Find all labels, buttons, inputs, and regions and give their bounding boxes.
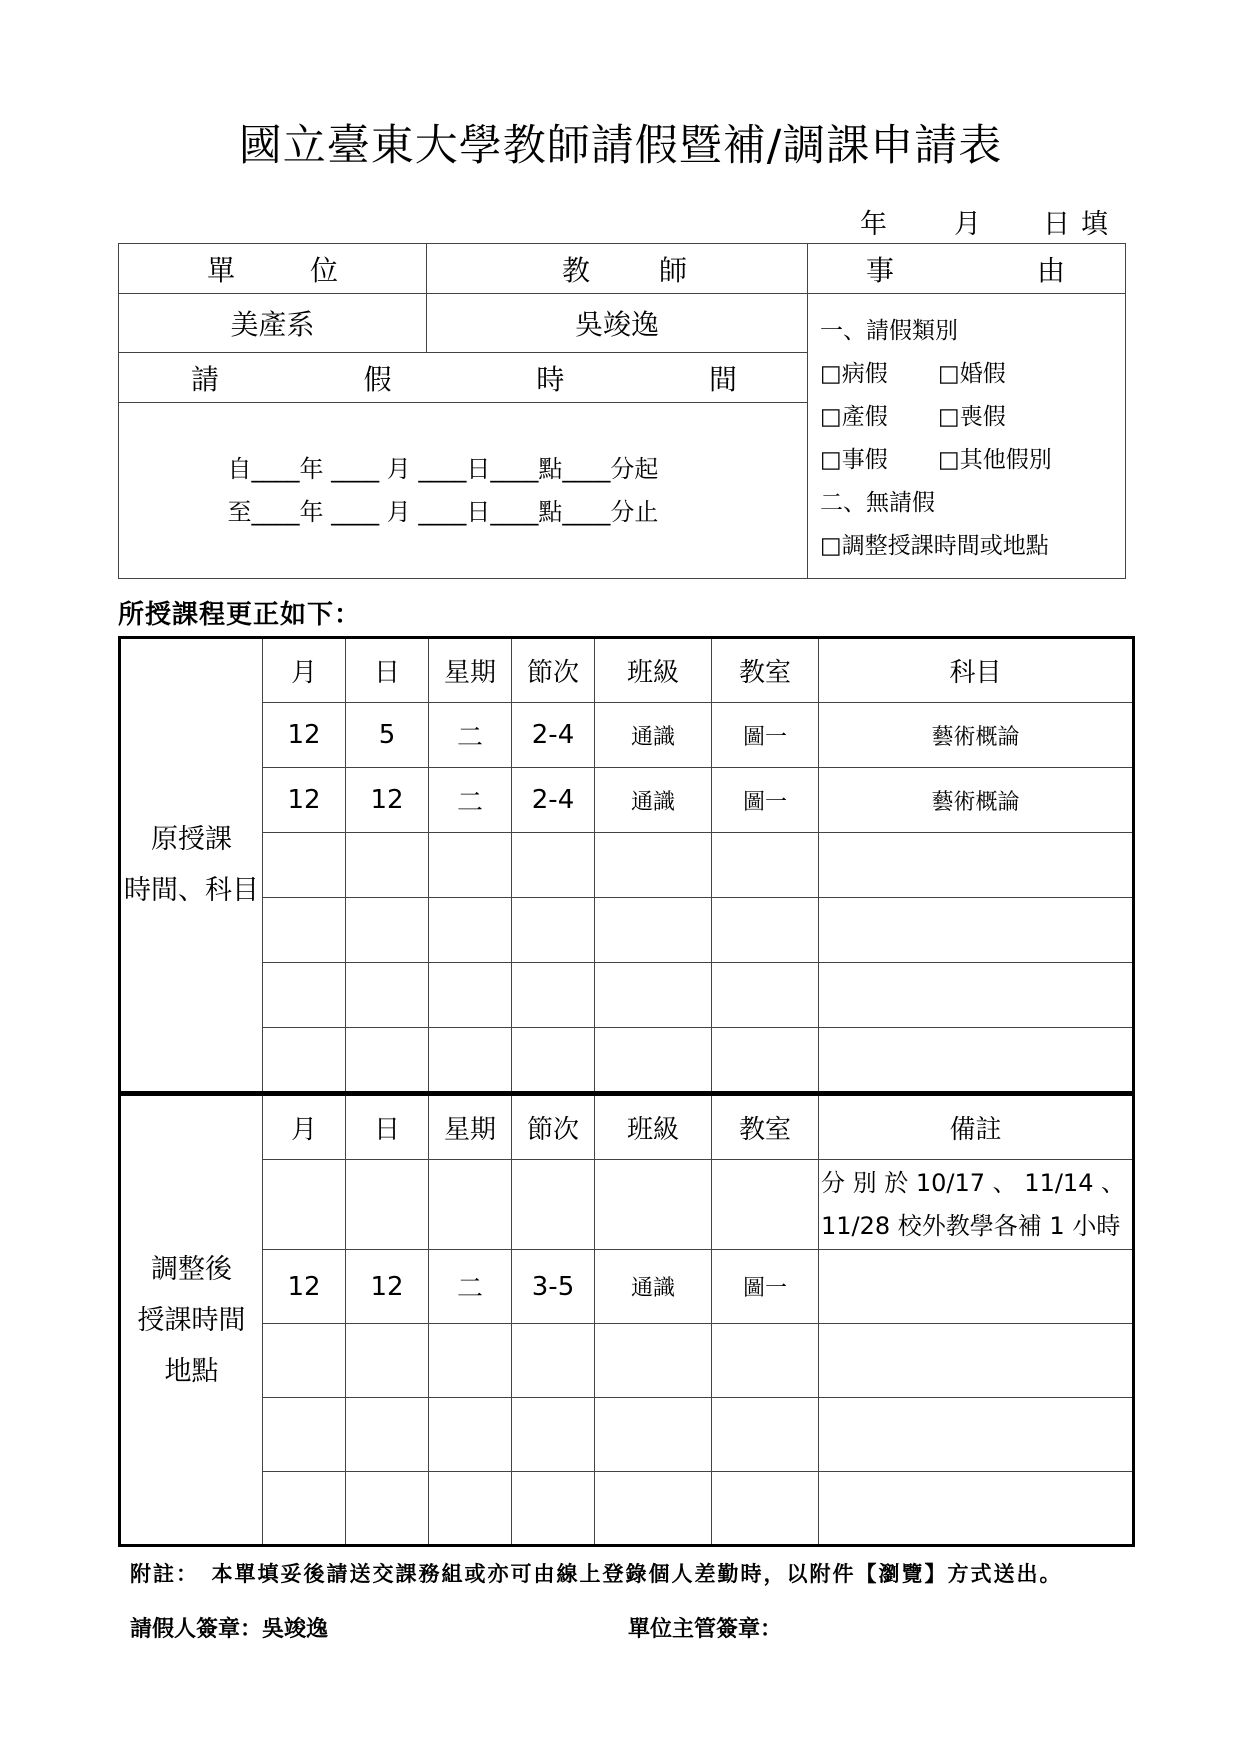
cell-day[interactable] bbox=[346, 1398, 429, 1472]
cell-day[interactable]: 5 bbox=[346, 703, 429, 768]
cell-subject[interactable]: 藝術概論 bbox=[819, 703, 1134, 768]
cell-class[interactable] bbox=[595, 1160, 712, 1250]
sick-leave-checkbox[interactable]: □病假 bbox=[820, 361, 888, 387]
cell-day[interactable] bbox=[346, 1028, 429, 1093]
col-header-weekday: 星期 bbox=[429, 1095, 512, 1160]
cell-class[interactable] bbox=[595, 963, 712, 1028]
cell-room[interactable]: 圖一 bbox=[712, 768, 819, 833]
cell-day[interactable]: 12 bbox=[346, 768, 429, 833]
cell-month[interactable] bbox=[263, 963, 346, 1028]
col-header-room: 教室 bbox=[712, 1095, 819, 1160]
cell-weekday[interactable] bbox=[429, 963, 512, 1028]
marriage-leave-checkbox[interactable]: □婚假 bbox=[938, 361, 1006, 387]
col-header-month: 月 bbox=[263, 1095, 346, 1160]
leave-to-line[interactable]: 至____年 ____ 月 ____日____點____分止 bbox=[227, 497, 659, 526]
cell-remarks[interactable] bbox=[819, 1472, 1134, 1546]
leave-reason-cell bbox=[808, 294, 1126, 579]
cell-month[interactable]: 12 bbox=[263, 1250, 346, 1324]
cell-room[interactable]: 圖一 bbox=[712, 1250, 819, 1324]
cell-period[interactable] bbox=[512, 1160, 595, 1250]
cell-period[interactable] bbox=[512, 1472, 595, 1546]
cell-subject[interactable] bbox=[819, 833, 1134, 898]
cell-weekday[interactable] bbox=[429, 1472, 512, 1546]
cell-period[interactable]: 2-4 bbox=[512, 703, 595, 768]
leave-period-cell bbox=[119, 403, 808, 579]
date-fill: 填 bbox=[1081, 209, 1108, 240]
cell-room[interactable] bbox=[712, 1324, 819, 1398]
page-title: 國立臺東大學教師請假暨補/調課申請表 bbox=[238, 121, 1003, 171]
cell-weekday[interactable]: 二 bbox=[429, 1250, 512, 1324]
cell-room[interactable]: 圖一 bbox=[712, 703, 819, 768]
cell-period[interactable]: 2-4 bbox=[512, 768, 595, 833]
teacher-value[interactable]: 吳竣逸 bbox=[427, 294, 808, 353]
cell-weekday[interactable] bbox=[429, 1398, 512, 1472]
table-row bbox=[120, 703, 1134, 768]
cell-class[interactable]: 通識 bbox=[595, 1250, 712, 1324]
cell-room[interactable] bbox=[712, 833, 819, 898]
cell-month[interactable] bbox=[263, 1398, 346, 1472]
date-year: 年 bbox=[860, 209, 887, 240]
cell-subject[interactable] bbox=[819, 963, 1134, 1028]
cell-weekday[interactable]: 二 bbox=[429, 768, 512, 833]
cell-month[interactable]: 12 bbox=[263, 768, 346, 833]
supervisor-signature[interactable]: 單位主管簽章： bbox=[628, 1617, 783, 1642]
remarks-line-2: 11/28 校外教學各補 1 小時 bbox=[821, 1211, 1121, 1240]
cell-day[interactable] bbox=[346, 1324, 429, 1398]
cell-room[interactable] bbox=[712, 963, 819, 1028]
table-row bbox=[120, 898, 1134, 963]
cell-period[interactable] bbox=[512, 963, 595, 1028]
cell-class[interactable]: 通識 bbox=[595, 703, 712, 768]
cell-period[interactable]: 3-5 bbox=[512, 1250, 595, 1324]
cell-room[interactable] bbox=[712, 1028, 819, 1093]
cell-period[interactable] bbox=[512, 1398, 595, 1472]
cell-remarks[interactable] bbox=[819, 1250, 1134, 1324]
adjusted-side-label: 調整後 授課時間 地點 bbox=[120, 1095, 263, 1546]
cell-class[interactable] bbox=[595, 833, 712, 898]
cell-class[interactable]: 通識 bbox=[595, 768, 712, 833]
no-leave-heading: 二、無請假 bbox=[820, 490, 935, 516]
cell-day[interactable] bbox=[346, 963, 429, 1028]
unit-header: 單 位 bbox=[119, 244, 427, 294]
section-label: 所授課程更正如下： bbox=[118, 600, 362, 630]
date-day: 日 bbox=[1043, 209, 1070, 240]
cell-day[interactable] bbox=[346, 1160, 429, 1250]
cell-remarks[interactable] bbox=[819, 1160, 1134, 1250]
cell-subject[interactable]: 藝術概論 bbox=[819, 768, 1134, 833]
leave-info-table bbox=[118, 243, 1126, 579]
table-row bbox=[120, 1398, 1134, 1472]
original-side-label: 原授課 時間、科目 bbox=[120, 638, 263, 1093]
col-header-day: 日 bbox=[346, 638, 429, 703]
cell-day[interactable] bbox=[346, 833, 429, 898]
leave-from-line[interactable]: 自____年 ____ 月 ____日____點____分起 bbox=[227, 454, 659, 483]
other-leave-checkbox[interactable]: □其他假別 bbox=[938, 447, 1052, 473]
cell-room[interactable] bbox=[712, 898, 819, 963]
personal-leave-checkbox[interactable]: □事假 bbox=[820, 447, 888, 473]
cell-month[interactable] bbox=[263, 1472, 346, 1546]
cell-room[interactable] bbox=[712, 1472, 819, 1546]
cell-room[interactable] bbox=[712, 1398, 819, 1472]
cell-day[interactable]: 12 bbox=[346, 1250, 429, 1324]
leave-time-header: 請 假 時 間 bbox=[119, 353, 808, 403]
cell-remarks[interactable] bbox=[819, 1398, 1134, 1472]
col-header-subject: 科目 bbox=[819, 638, 1134, 703]
cell-month[interactable] bbox=[263, 1324, 346, 1398]
adjusted-schedule-table bbox=[118, 1093, 1135, 1547]
cell-class[interactable] bbox=[595, 898, 712, 963]
cell-month[interactable] bbox=[263, 833, 346, 898]
cell-weekday[interactable] bbox=[429, 1324, 512, 1398]
maternity-leave-checkbox[interactable]: □產假 bbox=[820, 404, 888, 430]
col-header-class: 班級 bbox=[595, 638, 712, 703]
cell-period[interactable] bbox=[512, 898, 595, 963]
date-month: 月 bbox=[954, 209, 981, 240]
cell-weekday[interactable] bbox=[429, 1160, 512, 1250]
table-row bbox=[120, 833, 1134, 898]
cell-room[interactable] bbox=[712, 1160, 819, 1250]
table-row bbox=[120, 1324, 1134, 1398]
col-header-class: 班級 bbox=[595, 1095, 712, 1160]
footnote: 附註： 本單填妥後請送交課務組或亦可由線上登錄個人差勤時，以附件【瀏覽】方式送出。 bbox=[130, 1562, 1063, 1586]
cell-class[interactable] bbox=[595, 1398, 712, 1472]
col-header-period: 節次 bbox=[512, 1095, 595, 1160]
cell-period[interactable] bbox=[512, 1324, 595, 1398]
cell-period[interactable] bbox=[512, 1028, 595, 1093]
applicant-signature[interactable]: 請假人簽章：吳竣逸 bbox=[130, 1617, 329, 1642]
remarks-line-1: 分 別 於 10/17 、 11/14 、 bbox=[821, 1168, 1126, 1197]
cell-month[interactable] bbox=[263, 1028, 346, 1093]
cell-remarks[interactable] bbox=[819, 1324, 1134, 1398]
cell-weekday[interactable]: 二 bbox=[429, 703, 512, 768]
table-row bbox=[120, 1250, 1134, 1324]
cell-day[interactable] bbox=[346, 898, 429, 963]
col-header-period: 節次 bbox=[512, 638, 595, 703]
cell-month[interactable]: 12 bbox=[263, 703, 346, 768]
cell-subject[interactable] bbox=[819, 898, 1134, 963]
teacher-header: 教 師 bbox=[427, 244, 808, 294]
unit-value[interactable]: 美產系 bbox=[119, 294, 427, 353]
table-row bbox=[120, 768, 1134, 833]
cell-class[interactable] bbox=[595, 1472, 712, 1546]
cell-class[interactable] bbox=[595, 1324, 712, 1398]
cell-period[interactable] bbox=[512, 833, 595, 898]
col-header-room: 教室 bbox=[712, 638, 819, 703]
cell-month[interactable] bbox=[263, 1160, 346, 1250]
col-header-weekday: 星期 bbox=[429, 638, 512, 703]
reason-header: 事 由 bbox=[808, 244, 1126, 294]
cell-weekday[interactable] bbox=[429, 898, 512, 963]
adjust-time-checkbox[interactable]: □調整授課時間或地點 bbox=[820, 533, 1049, 559]
leave-type-heading: 一、請假類別 bbox=[820, 318, 958, 344]
original-schedule-table bbox=[118, 636, 1135, 1094]
cell-month[interactable] bbox=[263, 898, 346, 963]
table-row bbox=[120, 963, 1134, 1028]
cell-weekday[interactable] bbox=[429, 833, 512, 898]
col-header-month: 月 bbox=[263, 638, 346, 703]
cell-day[interactable] bbox=[346, 1472, 429, 1546]
funeral-leave-checkbox[interactable]: □喪假 bbox=[938, 404, 1006, 430]
table-row bbox=[120, 1028, 1134, 1093]
table-row bbox=[120, 1160, 1134, 1250]
table-row bbox=[120, 1472, 1134, 1546]
col-header-day: 日 bbox=[346, 1095, 429, 1160]
col-header-remarks: 備註 bbox=[819, 1095, 1134, 1160]
cell-class[interactable] bbox=[595, 1028, 712, 1093]
cell-weekday[interactable] bbox=[429, 1028, 512, 1093]
cell-subject[interactable] bbox=[819, 1028, 1134, 1093]
